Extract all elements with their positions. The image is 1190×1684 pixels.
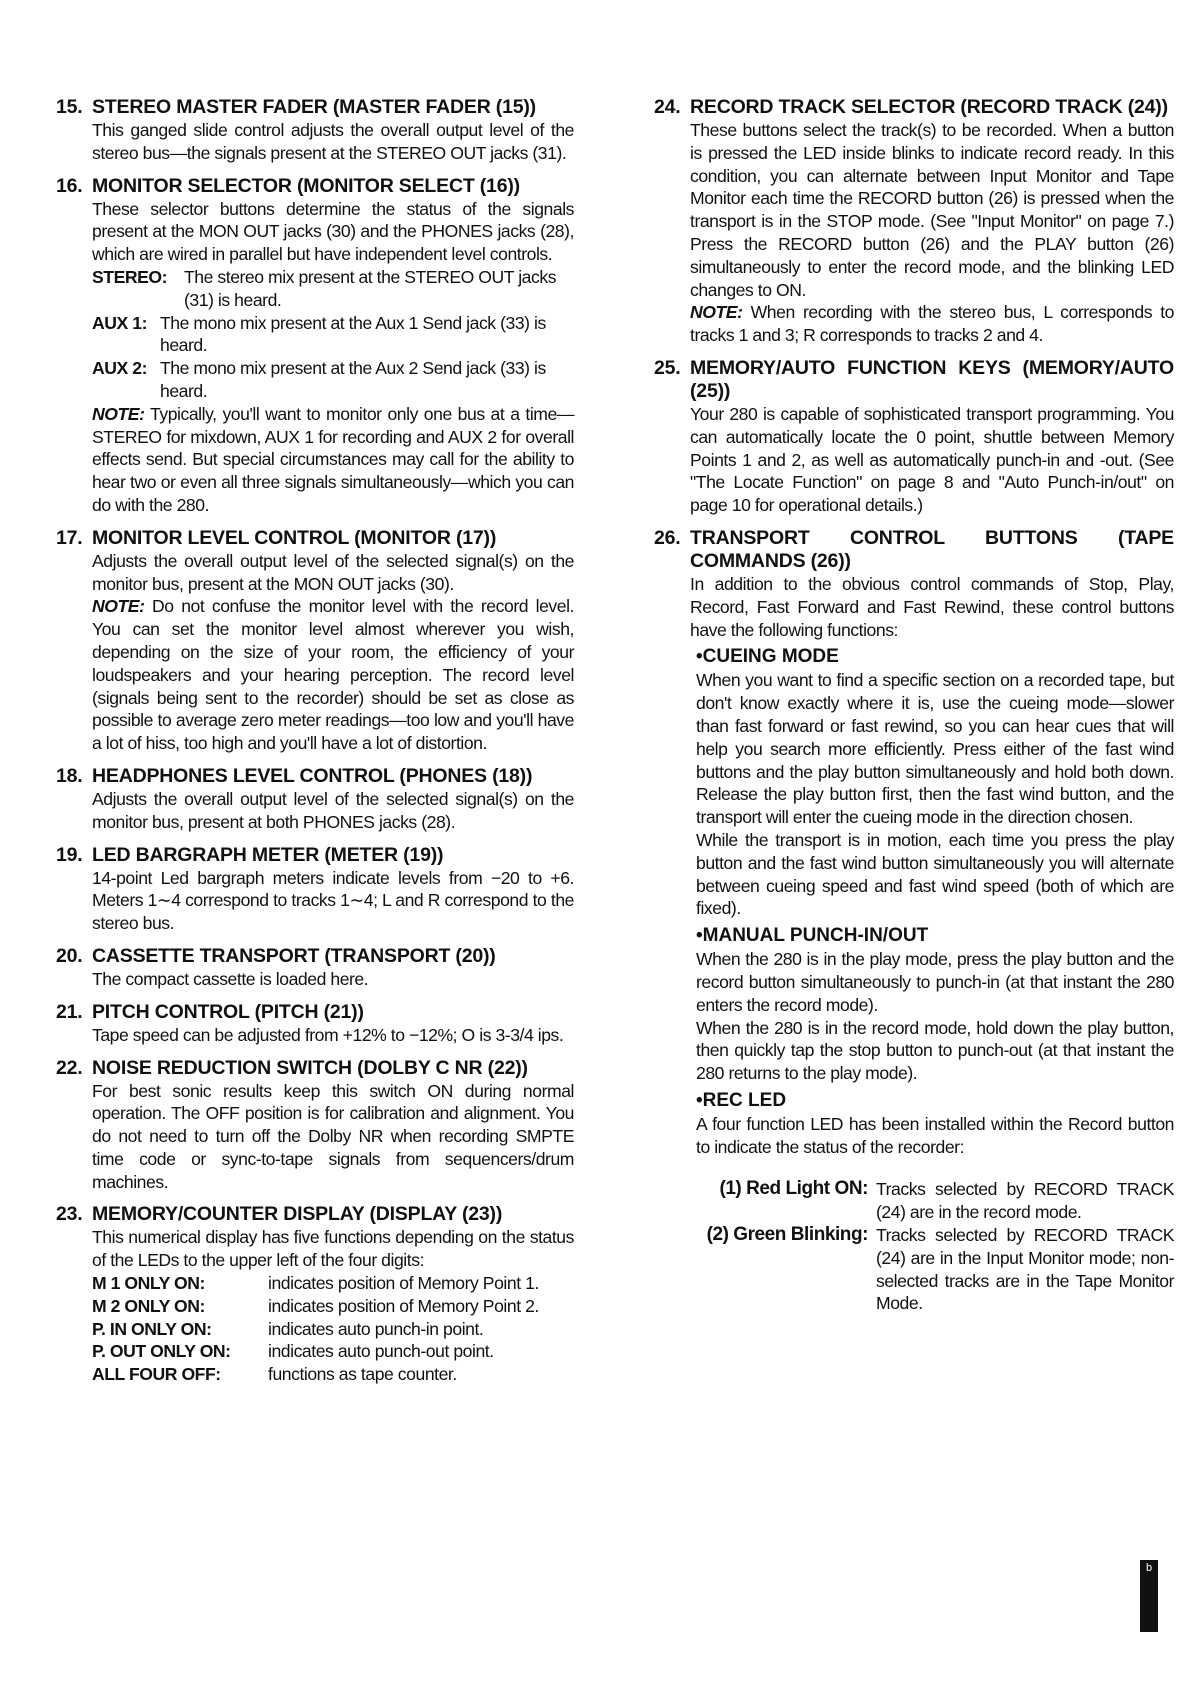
item-number: 23. [56,1203,83,1226]
definition-text: indicates auto punch-out point. [268,1341,494,1362]
note-text: Typically, you'll want to monitor only one bus at a time—STEREO for mixdown, AUX 1 for recording and AUX 2 for overall effects send. But special circumstances may call for the ability to hear two or even all three signals simultaneously—which you can do with the 280. [92,403,574,515]
led-description: Tracks selected by RECORD TRACK (24) are in the Input Monitor mode; non-selected tracks are in the Tape Monitor Mode. [876,1225,1174,1314]
definition-term: M 1 ONLY ON: [92,1273,205,1294]
item-number: 17. [56,526,83,549]
item-title: MONITOR SELECTOR (MONITOR SELECT (16)) [92,174,520,197]
item-body: The compact cassette is loaded here. [92,968,369,989]
cueing-paragraph-2: While the transport is in motion, each time you press the play button and the fast wind button simultaneously you will alternate between cueing speed and fast wind speed (both of which are fixed). [696,829,1174,919]
note-label: NOTE: [92,596,145,617]
subheading-cueing-mode: •CUEING MODE [696,646,839,668]
definition-text: indicates position of Memory Point 1. [268,1273,539,1294]
item-body: In addition to the obvious control commands of Stop, Play, Record, Fast Forward and Fast Rewind, these control buttons have the following functions: [690,573,1174,640]
led-green-blinking [690,1224,1174,1315]
item-title: CASSETTE TRANSPORT (TRANSPORT (20)) [92,944,496,967]
item-number: 25. [654,356,681,379]
item-number: 26. [654,526,681,549]
display-pout [92,1340,574,1363]
note-label: NOTE: [690,302,743,323]
item-16 [56,175,574,517]
item-body: These selector buttons determine the status of the signals present at the MON OUT jacks (30) and the PHONES jacks (28), which are wired in parallel but have independent level controls. [92,198,574,265]
left-column [56,96,574,1396]
definition-stereo [92,266,574,312]
item-title: RECORD TRACK SELECTOR (RECORD TRACK (24)) [690,96,1168,118]
cueing-paragraph-1: When you want to find a specific section on a recorded tape, but don't know exactly where it is, use the cueing mode—slower than fast forward or fast rewind, so you can hear cues that will help you search more efficiently. Press either of the fast wind buttons and the play button simultaneously and hold both down. Release the play button first, then the fast wind button, and the transport will enter the cueing mode in the direction chosen. [696,670,1174,828]
item-body: Adjusts the overall output level of the selected signal(s) on the monitor bus, present at the MON OUT jacks (30). [92,550,574,594]
item-number: 20. [56,944,83,967]
item-20 [56,945,574,991]
item-24 [654,96,1174,347]
display-pin [92,1318,574,1341]
item-title: TRANSPORT CONTROL BUTTONS (TAPE COMMANDS (26)) [690,526,1174,572]
display-m1 [92,1272,574,1295]
item-number: 16. [56,174,83,197]
item-title: HEADPHONES LEVEL CONTROL (PHONES (18)) [92,764,533,787]
definition-text: The stereo mix present at the STEREO OUT jacks (31) is heard. [184,266,557,310]
punch-paragraph-2: When the 280 is in the record mode, hold down the play button, then quickly tap the stop button to punch-out (at that instant the 280 returns to the play mode). [696,1017,1174,1084]
definition-text: indicates position of Memory Point 2. [268,1295,539,1316]
note [690,301,1174,347]
display-all-off [92,1363,574,1386]
item-heading [56,175,574,198]
item-body: Your 280 is capable of sophisticated transport programming. You can automatically locate the 0 point, shuttle between Memory Points 1 and 2, as well as automatically punch-in and -out. (See "The Locate Function" on page 8 and "Auto Punch-in/out" on page 10 for operational details.) [690,403,1174,516]
item-title: STEREO MASTER FADER (MASTER FADER (15)) [92,96,536,118]
item-number: 19. [56,843,83,866]
item-22 [56,1057,574,1194]
item-body: These buttons select the track(s) to be recorded. When a button is pressed the LED inside blinks to indicate record ready. In this condition, you can alternate between Input Monitor and Tape Monitor each time the RECORD button (26) is pressed when the transport is in the STOP mode. (See "Input Monitor" on page 7.) Press the RECORD button (26) and the PLAY button (26) simultaneously to enter the record mode, and the blinking LED changes to ON. [690,120,1174,300]
item-title: NOISE REDUCTION SWITCH (DOLBY C NR (22)) [92,1056,528,1079]
definition-term: AUX 1: [92,312,147,333]
right-column [654,96,1174,1315]
item-body: For best sonic results keep this switch ON during normal operation. The OFF position is for calibration and alignment. You do not need to turn off the Dolby NR when recording SMPTE time code or sync-to-tape signals from sequencers/drum machines. [92,1080,574,1192]
item-body: Adjusts the overall output level of the selected signal(s) on the monitor bus, present at both PHONES jacks (28). [92,788,574,832]
subheading-rec-led: •REC LED [696,1089,787,1111]
item-number: 18. [56,764,83,787]
item-title: LED BARGRAPH METER (METER (19)) [92,843,444,866]
note-text: When recording with the stereo bus, L corresponds to tracks 1 and 3; R corresponds to tracks 2 and 4. [690,302,1174,346]
item-number: 21. [56,1000,83,1023]
item-title: MONITOR LEVEL CONTROL (MONITOR (17)) [92,526,497,549]
definition-term: P. IN ONLY ON: [92,1318,212,1339]
item-23 [56,1203,574,1386]
definition-term: STEREO: [92,266,168,287]
item-17 [56,527,574,755]
note-text: Do not confuse the monitor level with the record level. You can set the monitor level almost wherever you wish, depending on the size of your room, the efficiency of your loudspeakers and your hearing perception. The record level (signals being sent to the recorder) should be set as close as possible to average zero meter readings—too low and you'll have a lot of hiss, too high and you'll have a lot of distortion. [92,596,574,754]
definition-text: functions as tape counter. [268,1364,457,1385]
definition-term: AUX 2: [92,358,147,379]
item-number: 22. [56,1056,83,1079]
item-heading [56,844,574,867]
subheading-manual-punch: •MANUAL PUNCH-IN/OUT [696,925,929,947]
item-number: 24. [654,96,681,118]
definition-text: The mono mix present at the Aux 2 Send jack (33) is heard. [160,358,546,401]
item-heading [654,96,1174,119]
item-number: 15. [56,96,83,118]
item-body: Tape speed can be adjusted from +12% to −12%; O is 3-3/4 ips. [92,1024,564,1045]
definition-term: ALL FOUR OFF: [92,1364,221,1385]
led-term: (1) Red Light ON: [719,1178,868,1200]
item-heading [654,527,1174,573]
item-26 [654,527,1174,1159]
definition-text: indicates auto punch-in point. [268,1318,484,1339]
item-19 [56,844,574,935]
definition-aux1 [92,312,574,358]
item-heading [56,765,574,788]
definition-term: P. OUT ONLY ON: [92,1341,231,1362]
item-21 [56,1001,574,1047]
item-heading [56,527,574,550]
definition-term: M 2 ONLY ON: [92,1295,205,1316]
display-m2 [92,1295,574,1318]
definition-aux2 [92,357,574,403]
item-heading [56,945,574,968]
item-body: 14-point Led bargraph meters indicate levels from −20 to +6. Meters 1∼4 correspond to tracks 1∼4; L and R correspond to the stereo bus. [92,867,574,934]
item-title: MEMORY/AUTO FUNCTION KEYS (MEMORY/AUTO (25)) [690,356,1174,402]
item-18 [56,765,574,834]
item-heading [654,357,1174,403]
page-marker: b [1140,1560,1158,1632]
definition-text: The mono mix present at the Aux 1 Send jack (33) is heard. [160,312,546,356]
led-term: (2) Green Blinking: [706,1224,868,1246]
item-heading [56,1057,574,1080]
note [92,595,574,755]
item-title: MEMORY/COUNTER DISPLAY (DISPLAY (23)) [92,1203,503,1226]
item-15 [56,96,574,165]
item-25 [654,357,1174,517]
rec-led-paragraph: A four function LED has been installed within the Record button to indicate the status of the recorder: [696,1113,1174,1157]
item-heading [56,96,574,119]
item-body: This ganged slide control adjusts the overall output level of the stereo bus—the signals present at the STEREO OUT jacks (31). [92,120,574,163]
led-red-light [690,1178,1174,1224]
note [92,403,574,517]
led-description: Tracks selected by RECORD TRACK (24) are in the record mode. [876,1179,1174,1223]
item-heading [56,1001,574,1024]
punch-paragraph-1: When the 280 is in the play mode, press the play button and the record button simultaneously to punch-in (at that instant the 280 enters the record mode). [696,949,1174,1015]
item-body: This numerical display has five functions depending on the status of the LEDs to the upper left of the four digits: [92,1227,574,1271]
item-title: PITCH CONTROL (PITCH (21)) [92,1000,364,1023]
item-heading [56,1203,574,1226]
note-label: NOTE: [92,403,145,424]
